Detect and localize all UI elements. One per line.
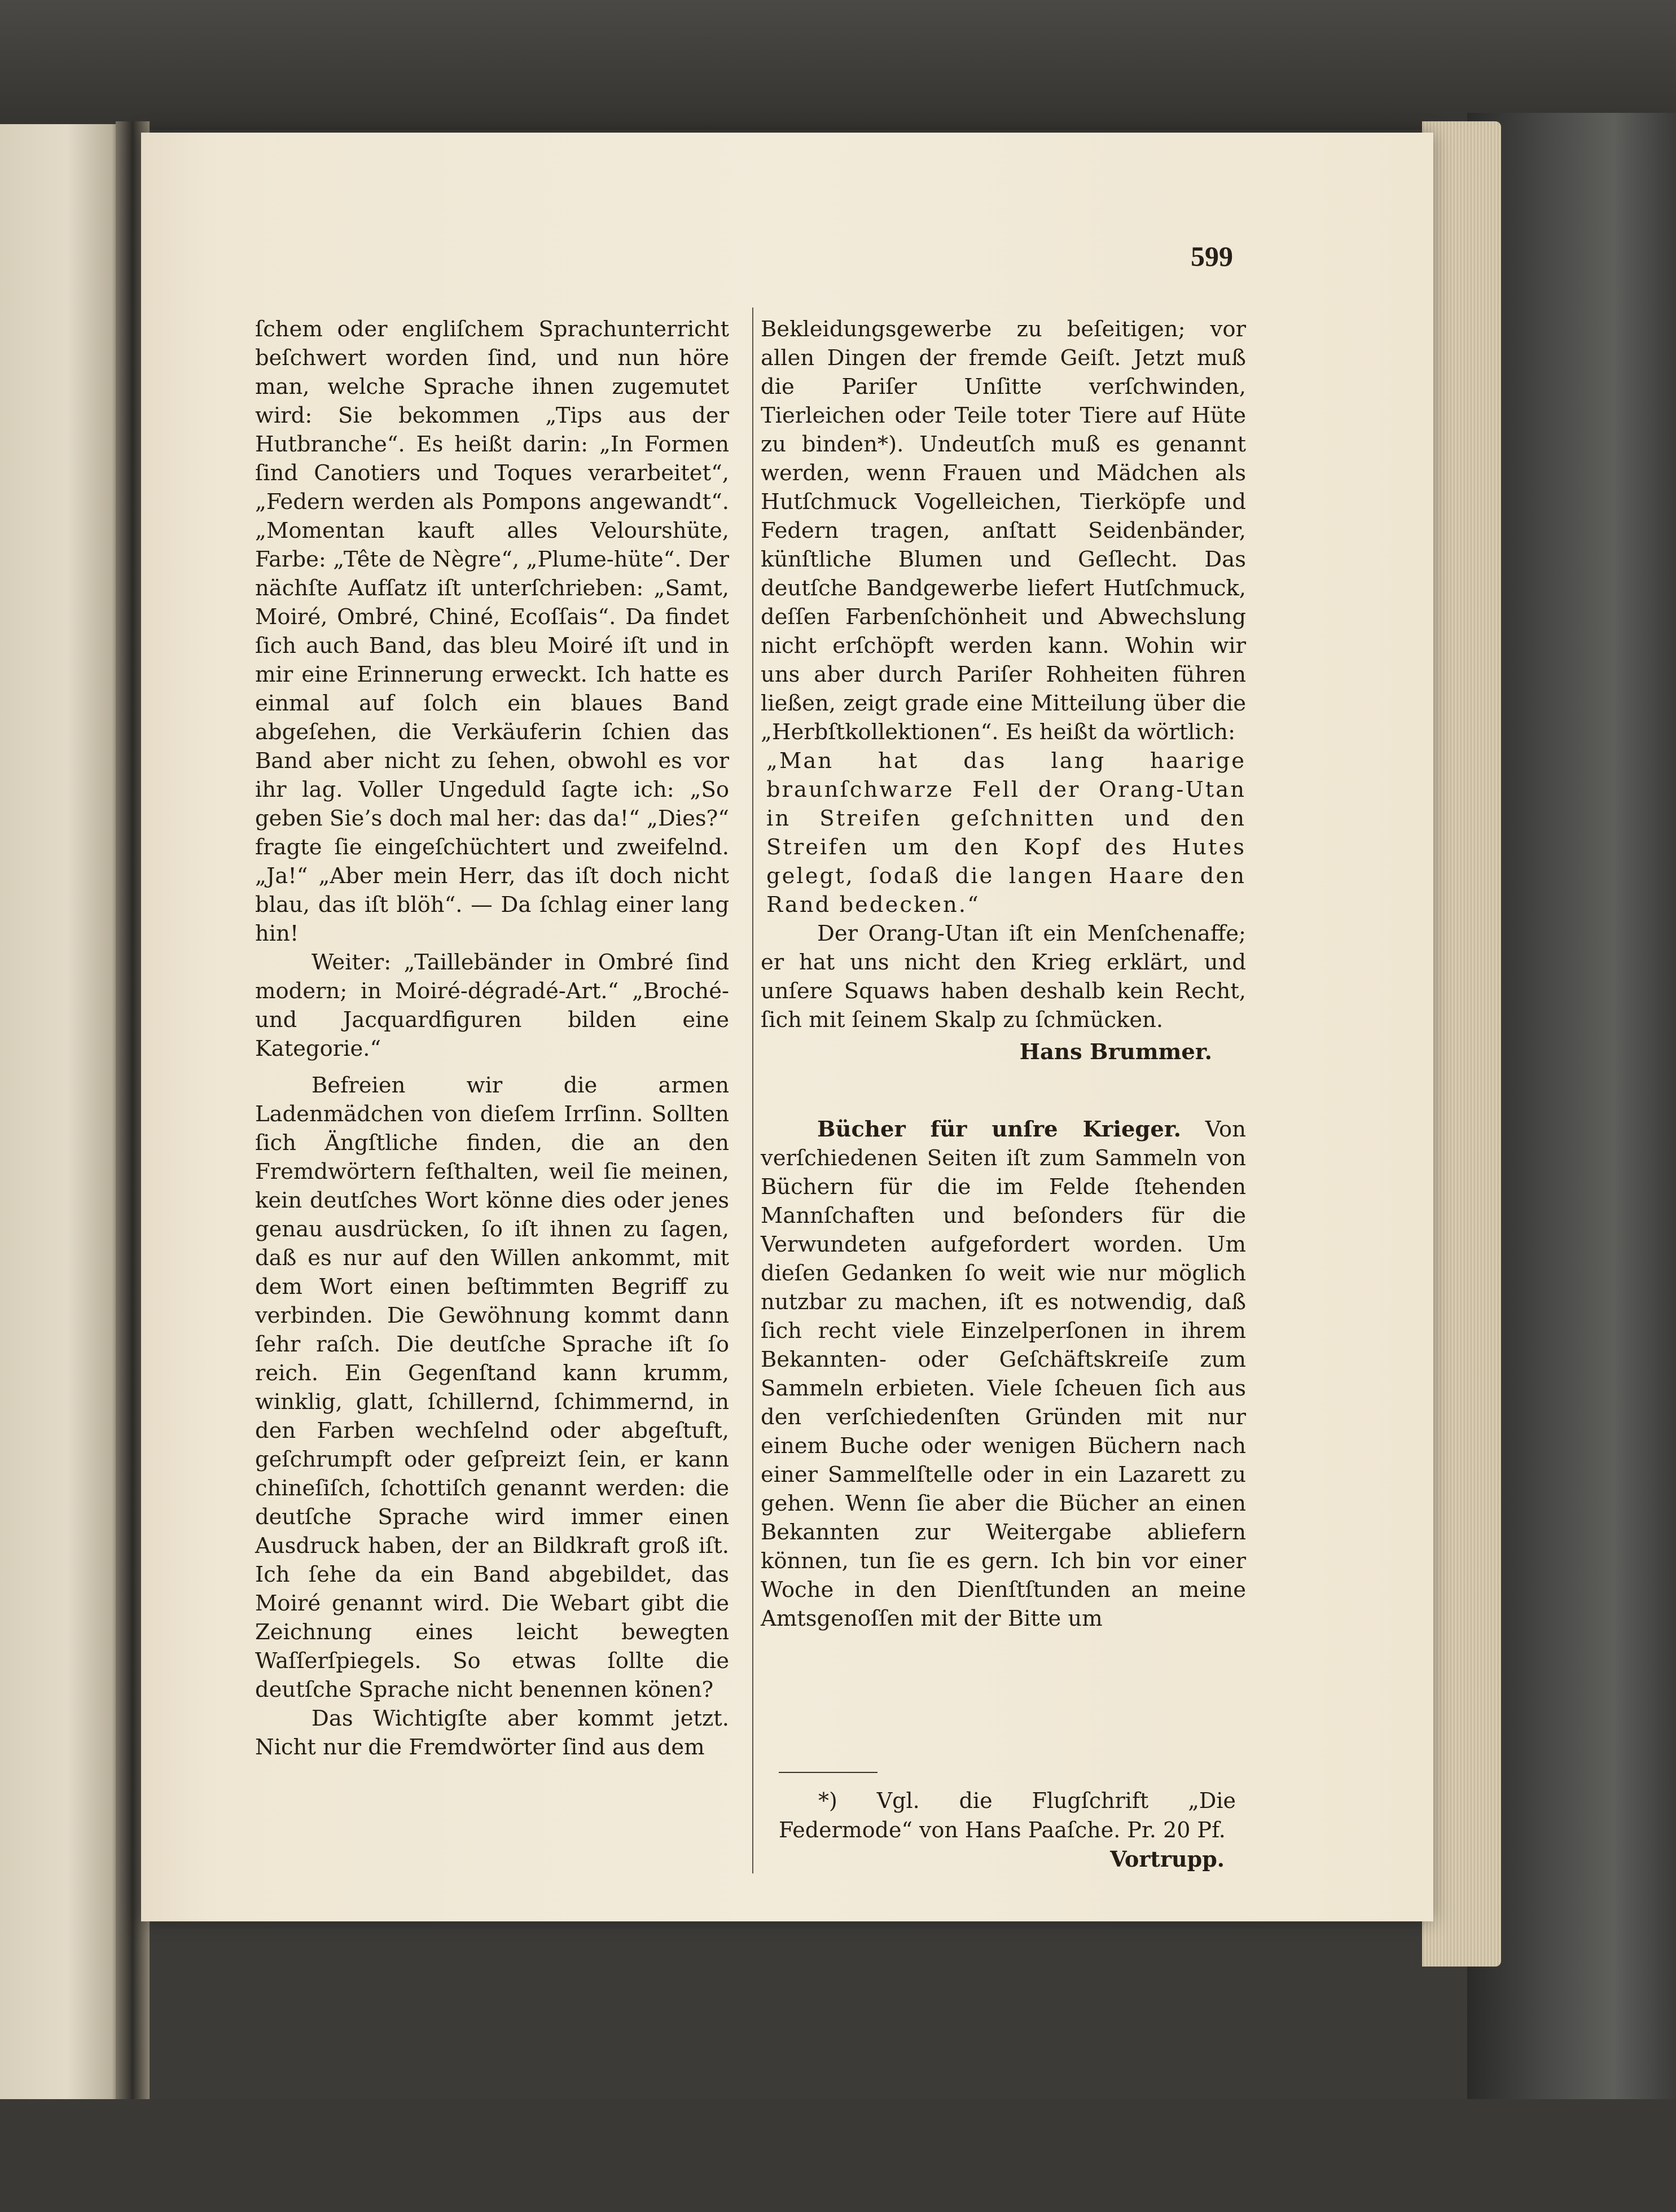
quoted-passage: „Man hat das lang haarige braunſchwarze Fell der Orang-Utan in Streifen geſchnitten und den Streifen um den Kopf des Hutes gelegt, ſodaß die langen Haare den Rand bedecken.“ xyxy=(766,748,1246,918)
paragraph: ſchem oder engliſchem Sprachunterricht beſchwert worden ſind, und nun höre man, welche Sprache ihnen zugemutet wird: Sie bekommen „Tips aus der Hutbranche“. Es heißt darin: „In Formen ſind Canotiers und Toques verarbeitet“, „Federn werden als Pompons angewandt“. „Momentan kauft alles Velourshüte, Farbe: „Tête de Nègre“, „Plume-hüte“. Der nächſte Aufſatz iſt unterſchrieben: „Samt, Moiré, Ombré, Chiné, Ecoſſais“. Da findet ſich auch Band, das bleu Moiré iſt und in mir eine Erinnerung erweckt. Ich hatte es einmal auf ſolch ein blaues Band abgeſehen, die Verkäuferin ſchien das Band aber nicht zu ſehen, obwohl es vor ihr lag. Voller Ungeduld ſagte ich: „So geben Sie’s doch mal her: das da!“ „Dies?“ fragte ſie eingeſchüchtert und zweifelnd. „Ja!“ „Aber mein Herr, das iſt doch nicht blau, das iſt blöh“. — Da ſchlag einer lang hin! xyxy=(255,317,729,946)
column-divider xyxy=(752,308,753,1873)
paragraph: Bekleidungsgewerbe zu beſeitigen; vor allen Dingen der fremde Geiſt. Jetzt muß die Pariſer Unſitte verſchwinden, Tierleichen oder Teile toter Tiere auf Hüte zu binden*). Undeutſch muß es genannt werden, wenn Frauen und Mädchen als Hutſchmuck Vogelleichen, Tierköpfe und Federn tragen, anſtatt Seidenbänder, künſtliche Blumen und Geſlecht. Das deutſche Bandgewerbe liefert Hutſchmuck, deſſen Farbenſchönheit und Abwechslung nicht erſchöpft werden kann. Wohin wir uns aber durch Pariſer Rohheiten führen ließen, zeigt grade eine Mitteilung über die „Herbſtkollektionen“. Es heißt da wörtlich: xyxy=(761,317,1246,745)
article-paragraph xyxy=(761,1115,1246,1633)
left-text-column xyxy=(255,315,729,1923)
article-heading: Bücher für unſre Krieger. xyxy=(817,1117,1182,1142)
author-signature: Hans Brummer. xyxy=(1019,1039,1212,1065)
scan-background-top xyxy=(0,0,1676,130)
footnote-publisher: Vortrupp. xyxy=(1110,1846,1225,1872)
facing-page-edge xyxy=(0,124,121,2212)
page-edges xyxy=(1422,121,1501,1967)
paragraph: Weiter: „Taillebänder in Ombré ſind modern; in Moiré-dégradé-Art.“ „Broché- und Jacquardfiguren bilden eine Kategorie.“ xyxy=(255,950,729,1061)
page-number: 599 xyxy=(1191,240,1233,272)
article-text: Von verſchiedenen Seiten iſt zum Sammeln von Büchern für die im Felde ſtehenden Mannſchaften und beſonders für die Verwundeten aufgefordert worden. Um dieſen Gedanken ſo weit wie nur möglich nutzbar zu machen, iſt es notwendig, daß ſich recht viele Einzelperſonen in ihrem Bekannten- oder Geſchäftskreiſe zum Sammeln erbieten. Viele ſcheuen ſich aus den verſchiedenſten Gründen mit nur einem Buche oder wenigen Büchern nach einer Sammelſtelle oder in ein Lazarett zu gehen. Wenn ſie aber die Bücher an einen Bekannten zur Weitergabe abliefern können, tun ſie es gern. Ich bin vor einer Woche in den Dienſtſtunden an meine Amtsgenoſſen mit der Bitte um xyxy=(761,1117,1246,1631)
footnote-rule xyxy=(779,1772,878,1773)
scan-background-bottom xyxy=(0,2099,1676,2212)
right-text-column xyxy=(761,315,1246,1923)
footnote xyxy=(779,1786,1236,1874)
paragraph: Das Wichtigſte aber kommt jetzt. Nicht nur die Fremdwörter ſind aus dem xyxy=(255,1706,729,1760)
paragraph: Befreien wir die armen Ladenmädchen von dieſem Irrſinn. Sollten ſich Ängſtliche finden, die an den Fremdwörtern feſthalten, weil ſie meinen, kein deutſches Wort könne dies oder jenes genau ausdrücken, ſo iſt ihnen zu ſagen, daß es nur auf den Willen ankommt, mit dem Wort einen beſtimmten Begriff zu verbinden. Die Gewöhnung kommt dann ſehr raſch. Die deutſche Sprache iſt ſo reich. Ein Gegenſtand kann krumm, winklig, glatt, ſchillernd, ſchimmernd, in den Farben wechſelnd oder abgeſtuft, geſchrumpft oder geſpreizt ſein, er kann chineſiſch, ſchottiſch genannt werden: die deutſche Sprache wird immer einen Ausdruck haben, der an Bildkraft groß iſt. Ich ſehe da ein Band abgebildet, das Moiré genannt wird. Die Webart gibt die Zeichnung eines leicht bewegten Waſſerſpiegels. So etwas ſollte die deutſche Sprache nicht benennen könen? xyxy=(255,1073,729,1702)
paragraph: Der Orang-Utan iſt ein Menſchenaffe; er hat uns nicht den Krieg erklärt, und unſere Squaws haben deshalb kein Recht, ſich mit ſeinem Skalp zu ſchmücken. xyxy=(761,921,1246,1033)
footnote-text: *) Vgl. die Flugſchrift „Die Federmode“ von Hans Paaſche. Pr. 20 Pf. xyxy=(779,1788,1236,1842)
